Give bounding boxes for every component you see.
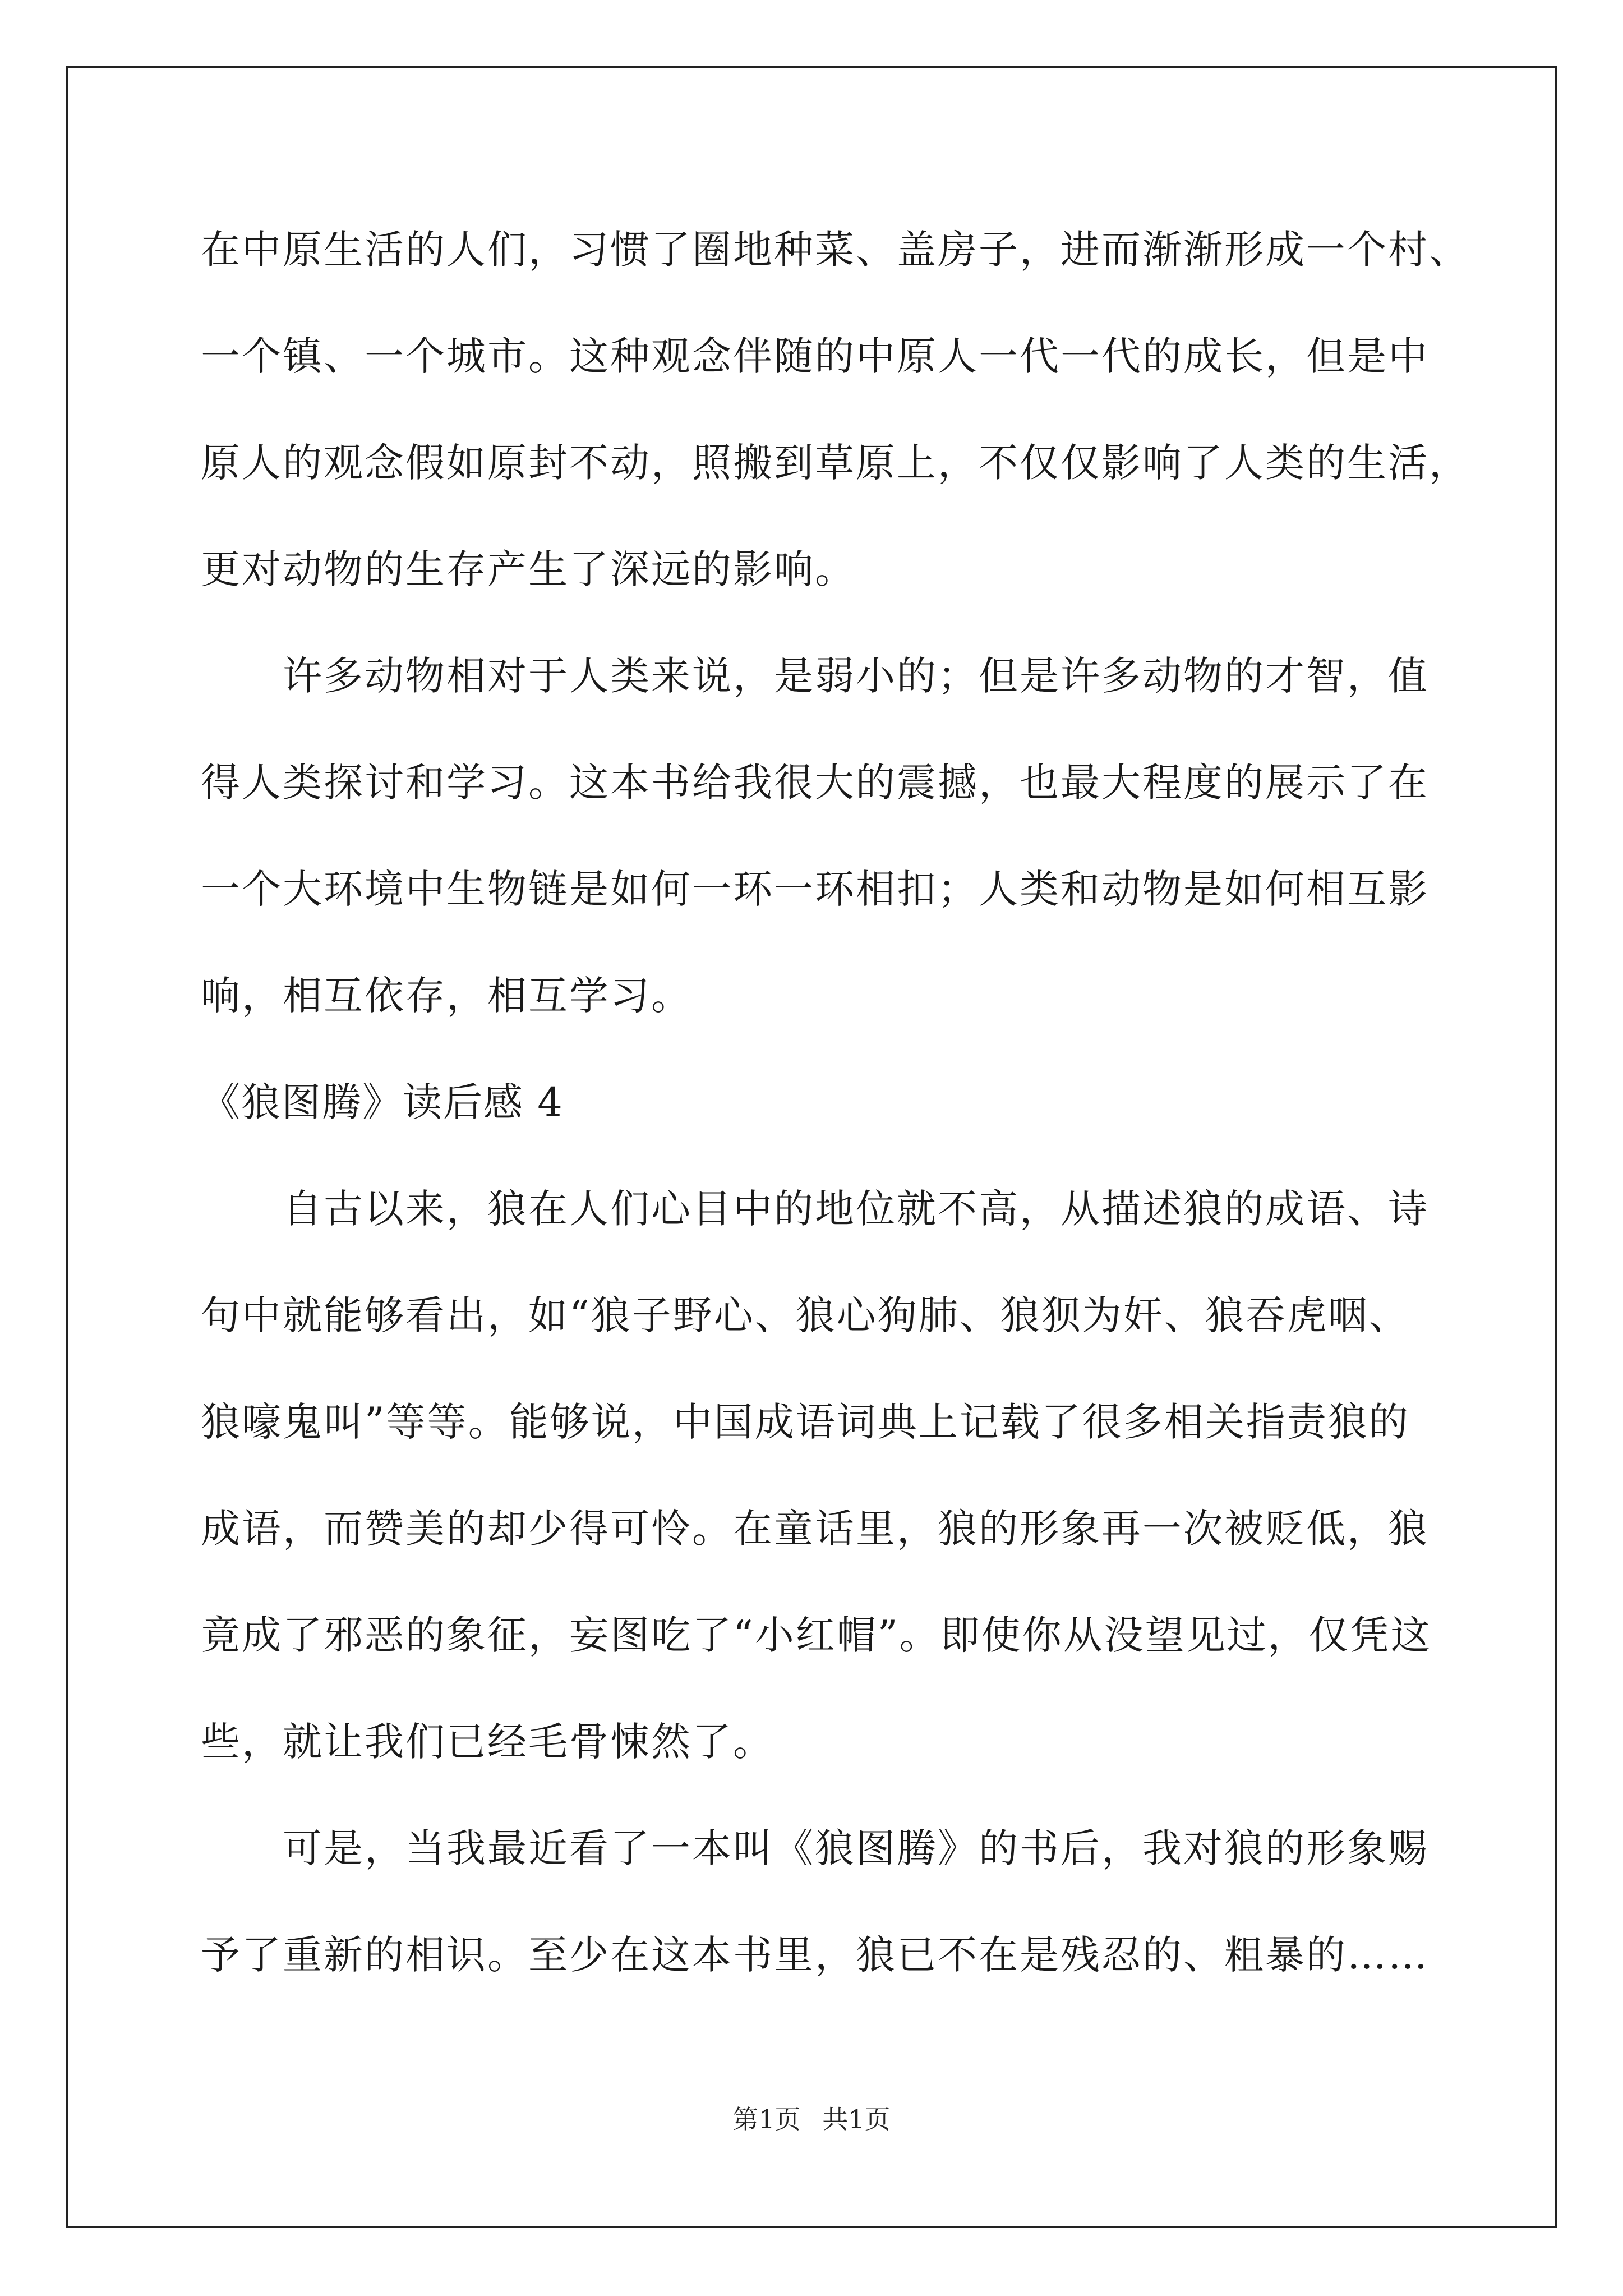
document-body (201, 213, 1470, 2025)
text-line: 一个镇、一个城市。这种观念伴随的中原人一代一代的成长，但是中 (201, 333, 1429, 379)
text-line: 得人类探讨和学习。这本书给我很大的震撼，也最大程度的展示了在 (201, 760, 1429, 806)
text-line: 成语，而赞美的却少得可怜。在童话里，狼的形象再一次被贬低，狼 (201, 1506, 1429, 1552)
text-line: 许多动物相对于人类来说，是弱小的；但是许多动物的才智，值 (283, 653, 1429, 699)
page-footer (0, 2102, 1623, 2136)
text-line: 原人的观念假如原封不动，照搬到草原上，不仅仅影响了人类的生活， (201, 440, 1470, 486)
page-number-total: 共1页 (822, 2104, 891, 2134)
text-line: 竟成了邪恶的象征，妄图吃了“小红帽”。即使你从没望见过，仅凭这 (201, 1612, 1432, 1658)
text-line: 句中就能够看出，如“狼子野心、狼心狗肺、狼狈为奸、狼吞虎咽、 (201, 1292, 1410, 1338)
text-line: 可是，当我最近看了一本叫《狼图腾》的书后，我对狼的形象赐 (283, 1825, 1429, 1871)
text-line: 更对动物的生存产生了深远的影响。 (201, 546, 856, 592)
section-heading: 《狼图腾》读后感 4 (201, 1079, 564, 1125)
text-line: 自古以来，狼在人们心目中的地位就不高，从描述狼的成语、诗 (283, 1186, 1429, 1232)
text-line: 一个大环境中生物链是如何一环一环相扣；人类和动物是如何相互影 (201, 866, 1429, 912)
text-line: 响，相互依存，相互学习。 (201, 973, 692, 1019)
page-number-current: 第1页 (732, 2104, 801, 2134)
text-line: 予了重新的相识。至少在这本书里，狼已不在是残忍的、粗暴的…… (201, 1932, 1429, 1978)
text-line: 狼嚎鬼叫”等等。能够说，中国成语词典上记载了很多相关指责狼的 (201, 1399, 1410, 1445)
text-line: 在中原生活的人们，习惯了圈地种菜、盖房子，进而渐渐形成一个村、 (201, 227, 1470, 273)
text-line: 些，就让我们已经毛骨悚然了。 (201, 1719, 774, 1765)
